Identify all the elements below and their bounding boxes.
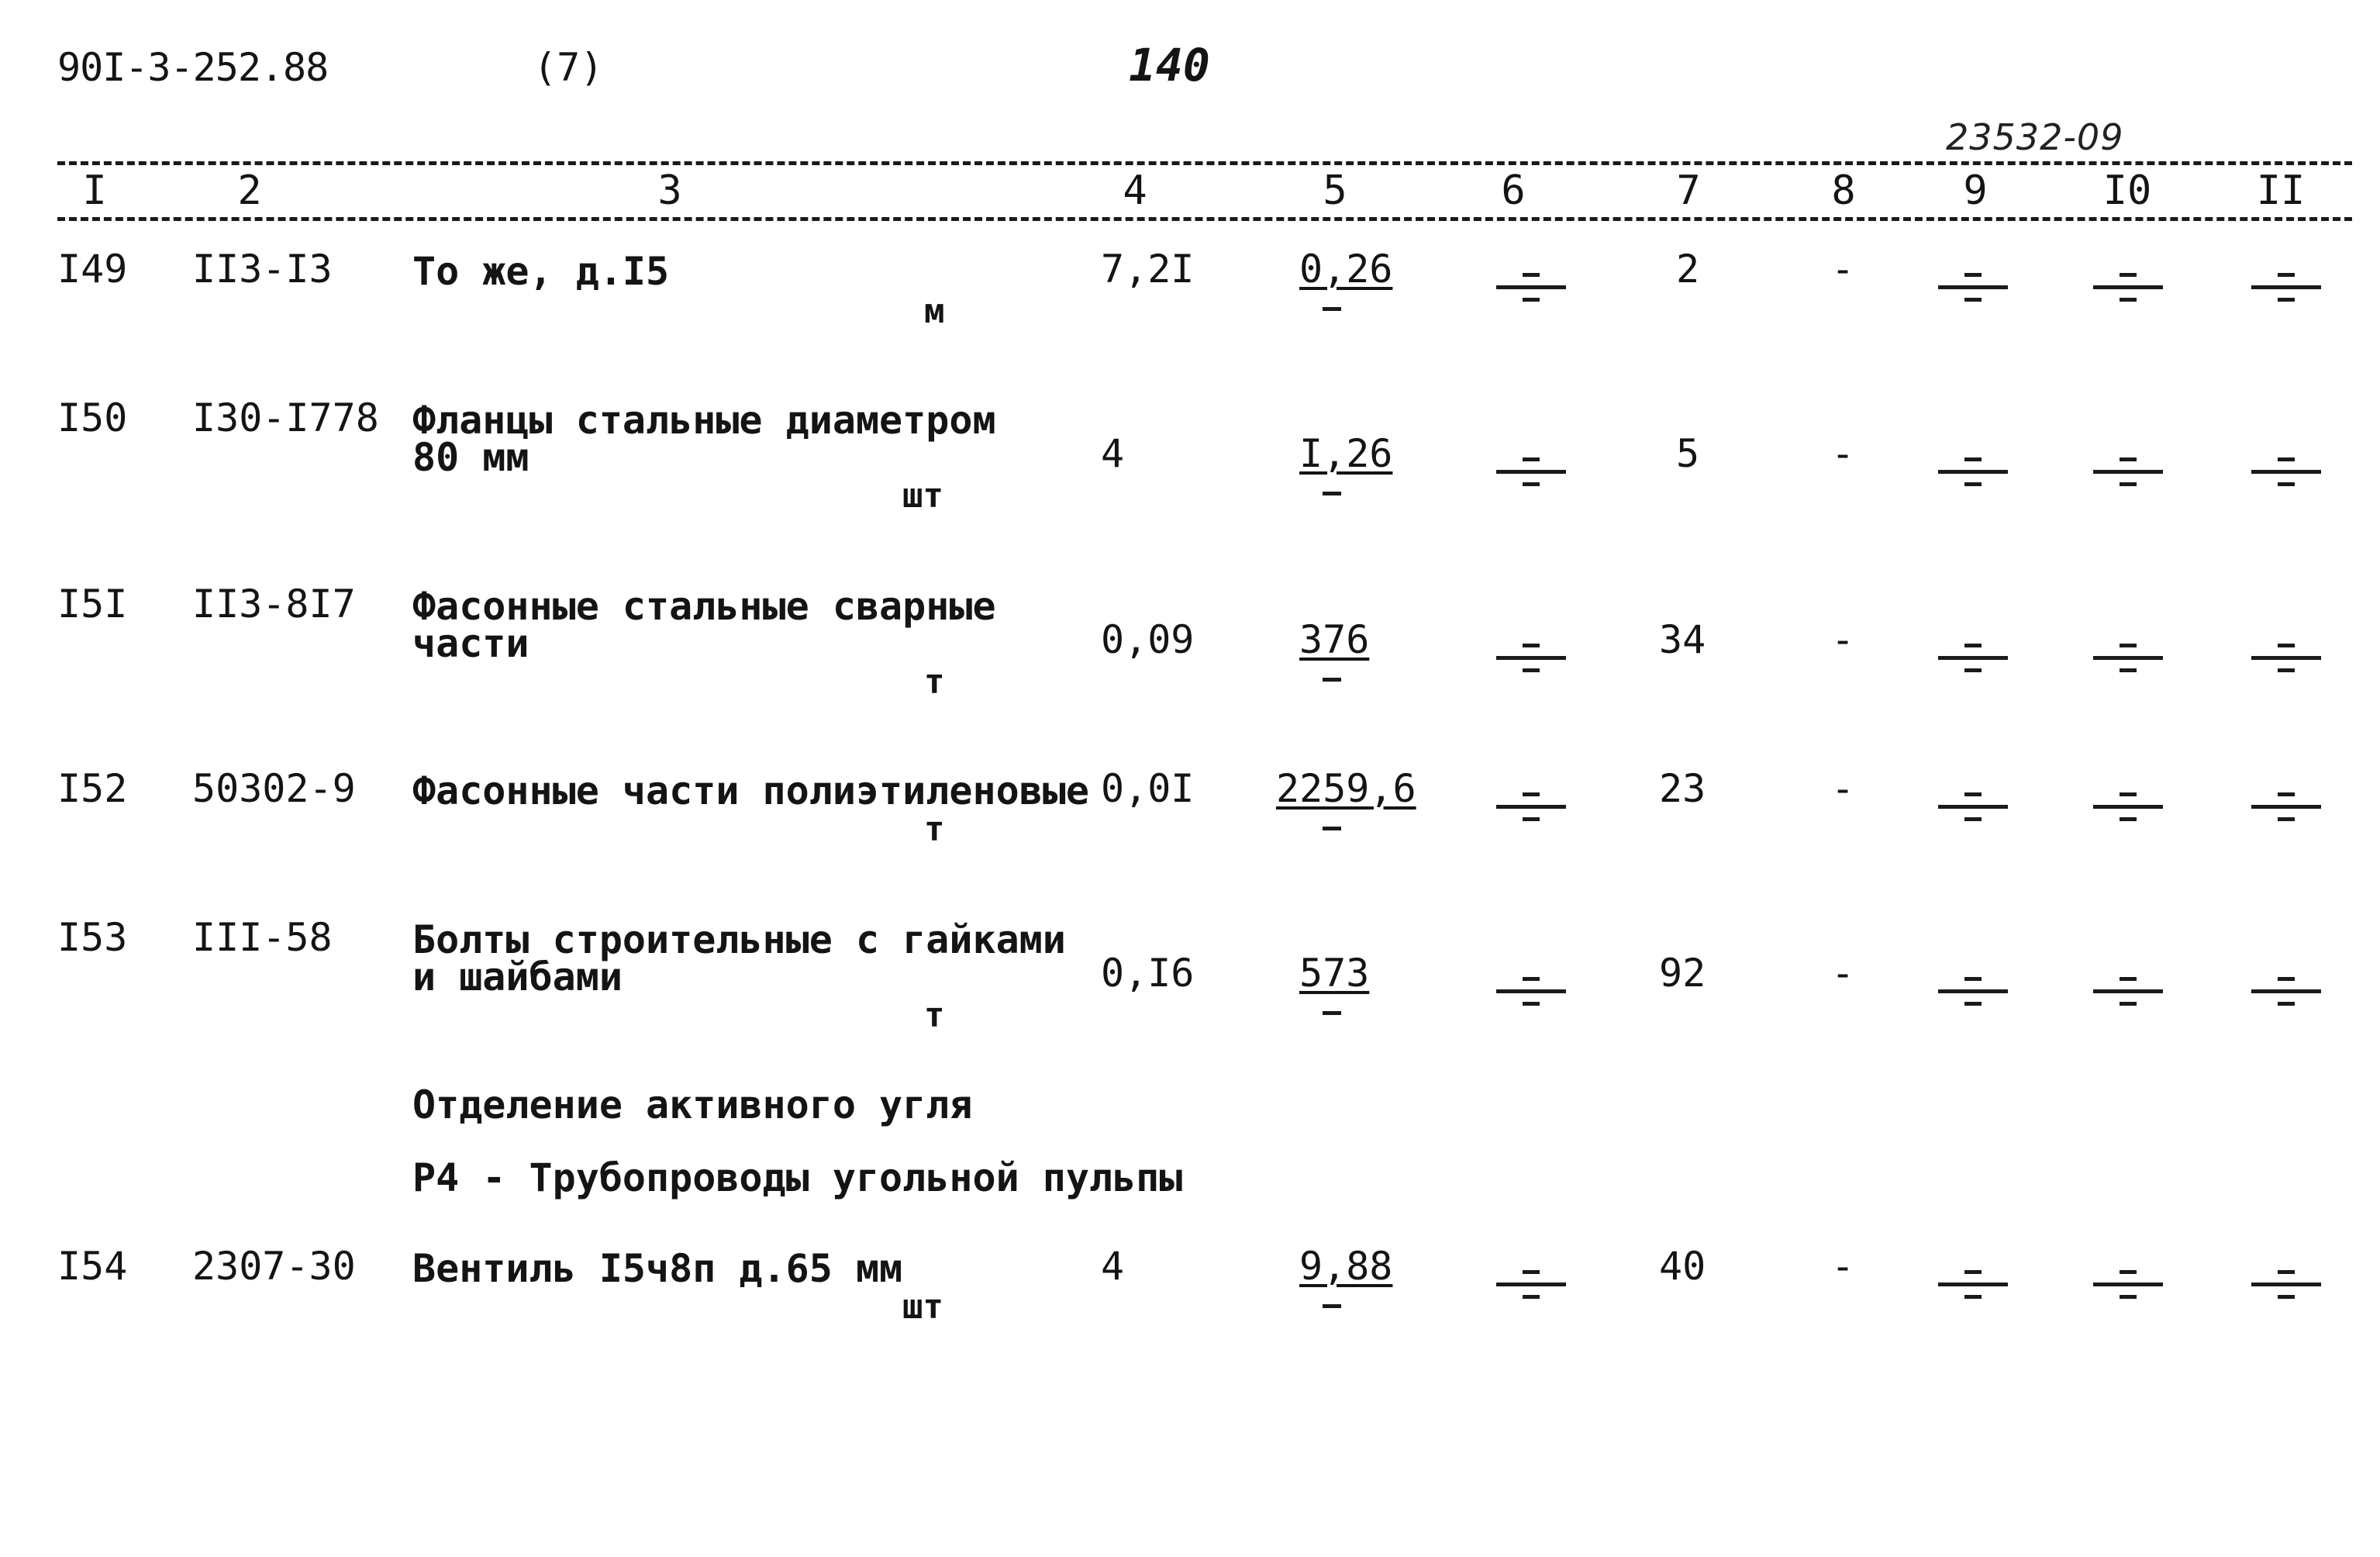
row-name-line2: и шайбами <box>412 955 623 999</box>
price-subdash <box>1323 307 1341 311</box>
document-code: 90I-3-252.88 <box>57 45 329 90</box>
row-col8: - <box>1831 766 1855 811</box>
fraction-dash-icon <box>2093 977 2163 1008</box>
row-col7: 5 <box>1676 431 1700 476</box>
row-price: I,26 <box>1299 431 1393 476</box>
section-subtitle: Р4 - Трубопроводы угольной пульпы <box>412 1155 1183 1200</box>
row-price: 9,88 <box>1299 1244 1393 1289</box>
row-name-line1: Болты строительные с гайками <box>412 917 1066 962</box>
row-number: I5I <box>57 582 128 627</box>
row-unit: м <box>924 292 945 331</box>
fraction-dash-icon <box>1496 977 1566 1008</box>
fraction-dash-icon <box>1496 1270 1566 1301</box>
row-qty: 4 <box>1101 431 1125 476</box>
col-header-2: 2 <box>237 167 262 214</box>
price-subdash <box>1323 678 1341 682</box>
col-header-10: I0 <box>2102 167 2152 214</box>
row-name-line1: Вентиль I5ч8п д.65 мм <box>412 1246 903 1291</box>
price-subdash <box>1323 1011 1341 1015</box>
fraction-dash-icon <box>1496 273 1566 304</box>
row-price: 573 <box>1299 951 1370 996</box>
fraction-dash-icon <box>2093 457 2163 489</box>
fraction-dash-icon <box>1938 1270 2008 1301</box>
col-header-6: 6 <box>1501 167 1526 214</box>
fraction-dash-icon <box>1496 457 1566 489</box>
row-name-line1: То же, д.I5 <box>412 249 670 294</box>
row-unit: шт <box>902 1287 943 1327</box>
row-code: 2307-30 <box>192 1244 356 1289</box>
fraction-dash-icon <box>1938 792 2008 823</box>
row-code: II3-I3 <box>192 247 333 292</box>
row-name-line2: 80 мм <box>412 435 529 480</box>
row-unit: т <box>924 996 945 1035</box>
row-qty: 4 <box>1101 1244 1125 1289</box>
row-unit: т <box>924 810 945 849</box>
row-qty: 0,09 <box>1101 617 1195 662</box>
fraction-dash-icon <box>2251 644 2321 675</box>
row-code: II3-8I7 <box>192 582 356 627</box>
row-number: I52 <box>57 766 128 811</box>
row-col8: - <box>1831 431 1855 476</box>
row-qty: 0,0I <box>1101 766 1195 811</box>
row-price: 376 <box>1299 617 1370 662</box>
row-col8: - <box>1831 247 1855 292</box>
row-unit: шт <box>902 476 943 516</box>
header-rule-top <box>57 161 2352 165</box>
header-rule-bottom <box>57 217 2352 221</box>
col-header-7: 7 <box>1676 167 1701 214</box>
archive-stamp: 23532-09 <box>1946 116 2124 158</box>
row-name-line1: Фланцы стальные диаметром <box>412 398 996 443</box>
col-header-11: II <box>2256 167 2306 214</box>
fraction-dash-icon <box>2093 644 2163 675</box>
row-price: 0,26 <box>1299 247 1393 292</box>
row-col8: - <box>1831 1244 1855 1289</box>
row-number: I50 <box>57 395 128 440</box>
row-unit: т <box>924 662 945 702</box>
fraction-dash-icon <box>1938 644 2008 675</box>
price-subdash <box>1323 1304 1341 1308</box>
fraction-dash-icon <box>2251 1270 2321 1301</box>
col-header-5: 5 <box>1323 167 1347 214</box>
page-number: 140 <box>1129 39 1210 91</box>
row-code: 50302-9 <box>192 766 356 811</box>
col-header-4: 4 <box>1123 167 1147 214</box>
row-number: I53 <box>57 915 128 960</box>
row-col7: 92 <box>1659 951 1706 996</box>
col-header-8: 8 <box>1831 167 1856 214</box>
sheet-part: (7) <box>533 45 604 90</box>
price-subdash <box>1323 492 1341 495</box>
fraction-dash-icon <box>2093 792 2163 823</box>
fraction-dash-icon <box>1938 273 2008 304</box>
row-name-line1: Фасонные стальные сварные <box>412 584 996 629</box>
row-number: I54 <box>57 1244 128 1289</box>
col-header-1: I <box>82 167 107 214</box>
col-header-9: 9 <box>1963 167 1988 214</box>
row-price: 2259,6 <box>1276 766 1416 811</box>
row-code: I30-I778 <box>192 395 379 440</box>
row-col7: 2 <box>1676 247 1700 292</box>
fraction-dash-icon <box>1496 792 1566 823</box>
row-name-line2: части <box>412 621 529 666</box>
fraction-dash-icon <box>2251 457 2321 489</box>
row-col7: 34 <box>1659 617 1706 662</box>
fraction-dash-icon <box>1496 644 1566 675</box>
price-subdash <box>1323 827 1341 830</box>
row-col7: 40 <box>1659 1244 1706 1289</box>
row-col8: - <box>1831 617 1855 662</box>
row-col8: - <box>1831 951 1855 996</box>
fraction-dash-icon <box>2093 1270 2163 1301</box>
fraction-dash-icon <box>1938 457 2008 489</box>
section-title: Отделение активного угля <box>412 1082 973 1127</box>
row-col7: 23 <box>1659 766 1706 811</box>
fraction-dash-icon <box>2251 977 2321 1008</box>
fraction-dash-icon <box>2093 273 2163 304</box>
row-qty: 0,I6 <box>1101 951 1195 996</box>
col-header-3: 3 <box>657 167 682 214</box>
fraction-dash-icon <box>2251 273 2321 304</box>
row-code: III-58 <box>192 915 333 960</box>
row-number: I49 <box>57 247 128 292</box>
row-name-line1: Фасонные части полиэтиленовые <box>412 768 1089 813</box>
fraction-dash-icon <box>1938 977 2008 1008</box>
fraction-dash-icon <box>2251 792 2321 823</box>
row-qty: 7,2I <box>1101 247 1195 292</box>
